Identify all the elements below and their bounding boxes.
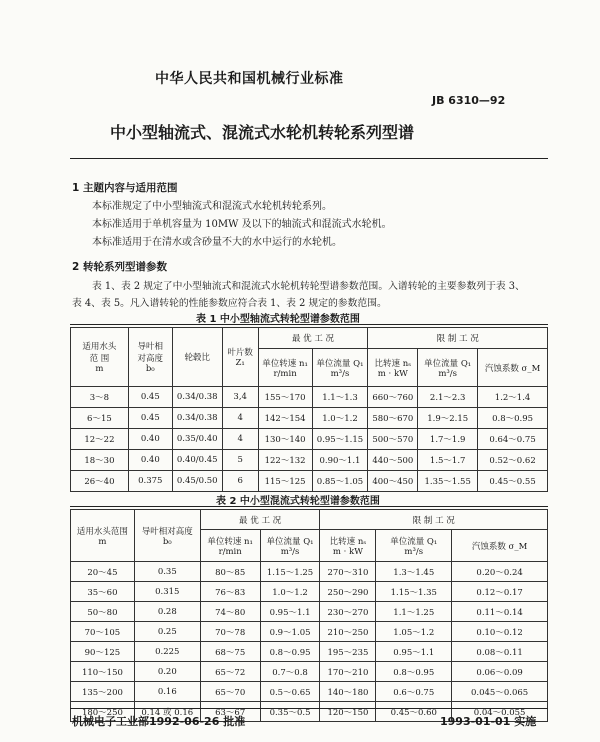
section1-line-1: 本标准规定了中小型轴流式和混流式水轮机转轮系列。 (92, 201, 332, 212)
table1-header-row-1 (71, 328, 548, 349)
table2-cell: 1.05～1.2 (376, 622, 452, 642)
table1-cell: 580～670 (368, 408, 418, 429)
table2-cell: 65～72 (200, 662, 260, 682)
table1-cell: 142～154 (258, 408, 312, 429)
table2-cell: 1.15～1.35 (376, 582, 452, 602)
table2-col-q11-opt: 单位流量 Q₁ m³/s (260, 530, 320, 562)
table2-group-optimal: 最 优 工 况 (200, 510, 320, 530)
table1-cell: 0.40 (128, 450, 172, 471)
table2-cell: 0.6～0.75 (376, 682, 452, 702)
table1-row (71, 408, 548, 429)
table2-cell: 1.3～1.45 (376, 562, 452, 582)
table2-cell: 70～105 (71, 622, 135, 642)
table2-header-row-1 (71, 510, 548, 530)
table2-cell: 0.14 或 0.16 (134, 702, 200, 722)
table2-cell: 0.04～0.055 (452, 702, 548, 722)
table2-cell: 65～70 (200, 682, 260, 702)
table1-cell: 122～132 (258, 450, 312, 471)
table1-row (71, 450, 548, 471)
table2-cell: 35～60 (71, 582, 135, 602)
table2-cell: 195～235 (320, 642, 376, 662)
table1-cell: 4 (222, 429, 258, 450)
table1-col-sigma: 汽蚀系数 σ_M (478, 349, 548, 387)
table2-cell: 0.35～0.5 (260, 702, 320, 722)
table1-cell: 5 (222, 450, 258, 471)
table1-cell: 155～170 (258, 387, 312, 408)
section2-paragraph-line-2: 表 4、表 5。凡入谱转轮的性能参数应符合表 1、表 2 规定的参数范围。 (72, 298, 387, 309)
table2-cell: 250～290 (320, 582, 376, 602)
table2-cell: 70～78 (200, 622, 260, 642)
table2-cell: 0.08～0.11 (452, 642, 548, 662)
table2-cell: 1.15～1.25 (260, 562, 320, 582)
table1-col-guide: 导叶相 对高度 b₀ (128, 328, 172, 387)
table2-cell: 50～80 (71, 602, 135, 622)
table1-cell: 400～450 (368, 471, 418, 492)
table2 (70, 509, 548, 722)
table2-cell: 120～150 (320, 702, 376, 722)
table2-cell: 140～180 (320, 682, 376, 702)
table2-cell: 0.9～1.05 (260, 622, 320, 642)
table2-caption: 表 2 中小型混流式转轮型谱参数范围 (216, 496, 380, 507)
table2-cell: 0.315 (134, 582, 200, 602)
table1-cell: 6～15 (71, 408, 129, 429)
table1-cell: 0.45/0.50 (172, 471, 222, 492)
document-title: 中小型轴流式、混流式水轮机转轮系列型谱 (110, 123, 415, 142)
approval-line: 机械电子工业部1992-06-26 批准 (72, 715, 246, 728)
table1-cell: 0.64～0.75 (478, 429, 548, 450)
table1-cell: 6 (222, 471, 258, 492)
table1-row (71, 471, 548, 492)
table2-row (71, 662, 548, 682)
table1-cell: 0.85～1.05 (312, 471, 368, 492)
table1-cell: 500～570 (368, 429, 418, 450)
table2-cell: 0.06～0.09 (452, 662, 548, 682)
table1-col-ns: 比转速 nₛ m · kW (368, 349, 418, 387)
table1-col-blades: 叶片数 Z₁ (222, 328, 258, 387)
table1-col-q11-opt: 单位流量 Q₁ m³/s (312, 349, 368, 387)
table2-group-limit: 限 制 工 况 (320, 510, 548, 530)
table2-row (71, 582, 548, 602)
org-title: 中华人民共和国机械行业标准 (155, 71, 344, 87)
table1-cell: 2.1～2.3 (418, 387, 478, 408)
table2-cell: 0.20 (134, 662, 200, 682)
table2-cell: 0.7～0.8 (260, 662, 320, 682)
table2-col-n11: 单位转速 n₁ r/min (200, 530, 260, 562)
effective-date: 1993-01-01 实施 (440, 715, 537, 728)
table2-cell: 0.8～0.95 (376, 662, 452, 682)
section1-heading: 1 主题内容与适用范围 (72, 182, 178, 194)
table1-caption: 表 1 中小型轴流式转轮型谱参数范围 (196, 314, 360, 325)
table1-cell: 4 (222, 408, 258, 429)
standard-number: JB 6310—92 (432, 94, 506, 107)
table2-cell: 1.1～1.25 (376, 602, 452, 622)
table1-cell: 1.9～2.15 (418, 408, 478, 429)
table1-cell: 0.90～1.1 (312, 450, 368, 471)
table2-cell: 0.20～0.24 (452, 562, 548, 582)
table1-cell: 0.8～0.95 (478, 408, 548, 429)
table2-cell: 0.11～0.14 (452, 602, 548, 622)
table1-cell: 0.34/0.38 (172, 387, 222, 408)
table1-cell: 1.0～1.2 (312, 408, 368, 429)
section1-line-3: 本标准适用于在清水或含砂量不大的水中运行的水轮机。 (92, 237, 342, 248)
table2-row (71, 682, 548, 702)
table1 (70, 327, 548, 492)
table1-cell: 0.95～1.15 (312, 429, 368, 450)
table1-col-hub: 轮毂比 (172, 328, 222, 387)
table1-group-limit: 限 制 工 况 (368, 328, 548, 349)
table2-cell: 0.28 (134, 602, 200, 622)
section2-paragraph-line-1: 表 1、表 2 规定了中小型轴流式和混流式水轮机转轮型谱参数范围。入谱转轮的主要参数列于表 3、 (92, 281, 525, 292)
table1-cell: 0.45 (128, 408, 172, 429)
table2-row (71, 642, 548, 662)
header-rule (70, 158, 548, 159)
footer-rule (70, 708, 548, 709)
table2-cell: 0.95～1.1 (376, 642, 452, 662)
table2-cell: 0.35 (134, 562, 200, 582)
table2-cell: 0.12～0.17 (452, 582, 548, 602)
table2-cell: 0.045～0.065 (452, 682, 548, 702)
table2-top-rule (70, 506, 548, 507)
table2-col-ns: 比转速 nₛ m · kW (320, 530, 376, 562)
table1-cell: 3～8 (71, 387, 129, 408)
table2-cell: 74～80 (200, 602, 260, 622)
table2-cell: 210～250 (320, 622, 376, 642)
table2-cell: 80～85 (200, 562, 260, 582)
table2-col-head: 适用水头范围 m (71, 510, 135, 562)
table1-cell: 0.45～0.55 (478, 471, 548, 492)
table1-cell: 0.40/0.45 (172, 450, 222, 471)
table2-cell: 1.0～1.2 (260, 582, 320, 602)
table1-col-n11: 单位转速 n₁ r/min (258, 349, 312, 387)
table2-row (71, 562, 548, 582)
table2-cell: 0.45～0.60 (376, 702, 452, 722)
table2-cell: 0.25 (134, 622, 200, 642)
table2-cell: 170～210 (320, 662, 376, 682)
table2-cell: 180～250 (71, 702, 135, 722)
table1-cell: 0.52～0.62 (478, 450, 548, 471)
table2-cell: 110～150 (71, 662, 135, 682)
section1-line-2: 本标准适用于单机容量为 10MW 及以下的轴流式和混流式水轮机。 (92, 219, 392, 230)
table1-cell: 0.35/0.40 (172, 429, 222, 450)
table1-cell: 18～30 (71, 450, 129, 471)
table1-cell: 0.40 (128, 429, 172, 450)
table1-cell: 1.35～1.55 (418, 471, 478, 492)
table2-col-sigma: 汽蚀系数 σ_M (452, 530, 548, 562)
table1-col-head: 适用水头 范 围 m (71, 328, 129, 387)
table2-cell: 135～200 (71, 682, 135, 702)
table2-cell: 0.225 (134, 642, 200, 662)
table1-cell: 0.375 (128, 471, 172, 492)
table2-cell: 270～310 (320, 562, 376, 582)
table2-row (71, 622, 548, 642)
table1-group-optimal: 最 优 工 况 (258, 328, 368, 349)
section2-heading: 2 转轮系列型谱参数 (72, 261, 167, 273)
table1-cell: 0.34/0.38 (172, 408, 222, 429)
table1-cell: 130～140 (258, 429, 312, 450)
table2-cell: 63～67 (200, 702, 260, 722)
table2-cell: 0.16 (134, 682, 200, 702)
table1-top-rule (70, 324, 548, 325)
table1-row (71, 387, 548, 408)
table1-cell: 1.1～1.3 (312, 387, 368, 408)
table1-cell: 1.7～1.9 (418, 429, 478, 450)
table1-cell: 1.2～1.4 (478, 387, 548, 408)
table2-cell: 230～270 (320, 602, 376, 622)
table2-row (71, 602, 548, 622)
table2-cell: 0.10～0.12 (452, 622, 548, 642)
table1-col-q11-lim: 单位流量 Q₁ m³/s (418, 349, 478, 387)
table1-cell: 1.5～1.7 (418, 450, 478, 471)
table2-cell: 20～45 (71, 562, 135, 582)
table1-row (71, 429, 548, 450)
table1-cell: 26～40 (71, 471, 129, 492)
table1-cell: 660～760 (368, 387, 418, 408)
table2-cell: 90～125 (71, 642, 135, 662)
table2-cell: 0.95～1.1 (260, 602, 320, 622)
table1-cell: 440～500 (368, 450, 418, 471)
table1-cell: 3,4 (222, 387, 258, 408)
table2-cell: 0.5～0.65 (260, 682, 320, 702)
table2-col-q11-lim: 单位流量 Q₁ m³/s (376, 530, 452, 562)
table1-cell: 115～125 (258, 471, 312, 492)
table2-cell: 0.8～0.95 (260, 642, 320, 662)
table2-cell: 68～75 (200, 642, 260, 662)
table2-col-guide: 导叶相对高度 b₀ (134, 510, 200, 562)
table1-cell: 12～22 (71, 429, 129, 450)
table1-cell: 0.45 (128, 387, 172, 408)
table2-cell: 76～83 (200, 582, 260, 602)
